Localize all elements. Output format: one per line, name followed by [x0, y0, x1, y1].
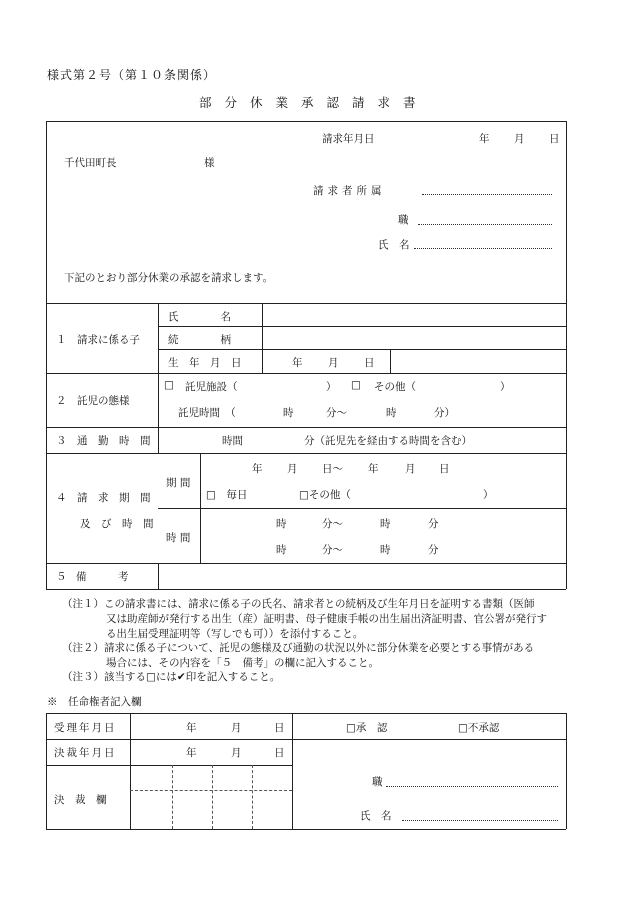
note-1-line1: （注１）この請求書には、請求に係る子の氏名、請求者との続柄及び生年月日を証明する書類（医師 [62, 598, 535, 610]
time-row2-h1: 時 [276, 544, 287, 556]
sec4-label1: ４ 請 求 期 間 [56, 492, 151, 504]
time-row2-m1: 分〜 [322, 544, 343, 556]
commute-minutes: 分（託児先を経由する時間を含む） [304, 435, 472, 447]
received-date-label: 受理年月日 [54, 722, 117, 734]
decided-day: 日 [274, 747, 285, 759]
note-1-line3: る出生届受理証明等（写しでも可））を添付すること。 [106, 628, 364, 640]
time-row2-h2: 時 [380, 544, 391, 556]
other-days-checkbox[interactable]: □その他（ [299, 489, 351, 501]
facility-label: 託児施設（ [185, 381, 238, 393]
sec5-label: 備 考 [76, 571, 129, 583]
facility-checkbox[interactable]: □ [164, 379, 174, 391]
addressee: 千代田町長 [64, 157, 117, 169]
authority-name-field[interactable] [402, 820, 558, 821]
note-1-line2: 又は助産師が発行する出生（産）証明書、母子健康手帳の出生届出済証明書、官公署が発行す [106, 613, 547, 625]
authority-heading: ※ 任命権者記入欄 [47, 696, 142, 708]
daily-checkbox[interactable]: □ 毎日 [206, 489, 248, 501]
document-title: 部分休業承認請求書 [199, 95, 429, 110]
other-close: ） [500, 381, 511, 393]
sec5-num: ５ [56, 571, 67, 583]
period-year1: 年 [252, 463, 263, 475]
time-row1-h1: 時 [276, 518, 287, 530]
other-days-close: ） [483, 489, 494, 501]
other-label: その他（ [374, 381, 416, 393]
note-2-line2: 場合には、その内容を「５ 備考」の欄に記入すること。 [106, 657, 379, 669]
affiliation-label: 請求者所属 [313, 185, 386, 197]
authority-name-label: 氏 名 [360, 810, 392, 822]
period-month1: 月 [287, 463, 298, 475]
authority-position-field[interactable] [386, 786, 558, 787]
reject-checkbox[interactable]: □不承認 [458, 722, 500, 734]
received-day: 日 [274, 722, 285, 734]
time-row1-m2: 分 [428, 518, 439, 530]
time-row1-h2: 時 [380, 518, 391, 530]
care-min2: 分） [434, 407, 455, 419]
date-year-unit: 年 [479, 133, 490, 145]
date-month-unit: 月 [514, 133, 525, 145]
approve-checkbox[interactable]: □承 認 [346, 722, 388, 734]
sec1-label: １ 請求に係る子 [56, 334, 140, 346]
care-hour1: 時 [283, 407, 294, 419]
request-statement: 下記のとおり部分休業の承認を請求します。 [64, 272, 274, 284]
care-hour2: 時 [386, 407, 397, 419]
period-year2: 年 [368, 463, 379, 475]
received-month: 月 [231, 722, 242, 734]
name-field[interactable] [414, 248, 552, 249]
decided-month: 月 [231, 747, 242, 759]
sec4-label2: 及 び 時 間 [80, 518, 154, 530]
birth-month-unit: 月 [328, 357, 339, 369]
authority-position-label: 職 [372, 776, 383, 788]
time-label: 時 間 [166, 532, 191, 544]
care-min1: 分〜 [326, 407, 347, 419]
decision-label: 決 裁 欄 [54, 794, 107, 806]
affiliation-field[interactable] [422, 194, 552, 195]
note-3: （注３）該当する□には✔印を記入すること。 [62, 671, 281, 683]
sec3-label: ３ 通 勤 時 間 [56, 435, 151, 447]
form-number: 様式第２号（第１０条関係） [47, 68, 217, 82]
note-2-line1: （注２）請求に係る子について、託児の態様及び通勤の状況以外に部分休業を必要とする事情がある [62, 642, 535, 654]
decided-year: 年 [186, 747, 197, 759]
date-day-unit: 日 [549, 133, 560, 145]
received-year: 年 [186, 722, 197, 734]
time-row2-m2: 分 [428, 544, 439, 556]
child-name-label: 氏 名 [168, 311, 231, 323]
period-month2: 月 [405, 463, 416, 475]
commute-hours: 時間 [222, 435, 243, 447]
decided-date-label: 決裁年月日 [54, 747, 117, 759]
birth-day-unit: 日 [364, 357, 375, 369]
child-relation-label: 続 柄 [168, 334, 231, 346]
name-label: 氏 名 [378, 239, 410, 251]
period-label: 期 間 [166, 477, 191, 489]
honorific: 様 [204, 157, 215, 169]
birth-year-unit: 年 [292, 357, 303, 369]
period-day1: 日〜 [322, 463, 343, 475]
position-label: 職 [398, 214, 409, 226]
period-day2: 日 [439, 463, 450, 475]
time-row1-m1: 分〜 [322, 518, 343, 530]
child-birth-label: 生 年 月 日 [168, 357, 242, 369]
care-time-label: 託児時間 （ [178, 407, 236, 419]
other-checkbox[interactable]: □ [351, 379, 361, 391]
sec2-label: ２ 託児の態様 [56, 395, 130, 407]
position-field[interactable] [418, 224, 552, 225]
facility-close: ） [326, 381, 337, 393]
request-date-label: 請求年月日 [322, 133, 375, 145]
